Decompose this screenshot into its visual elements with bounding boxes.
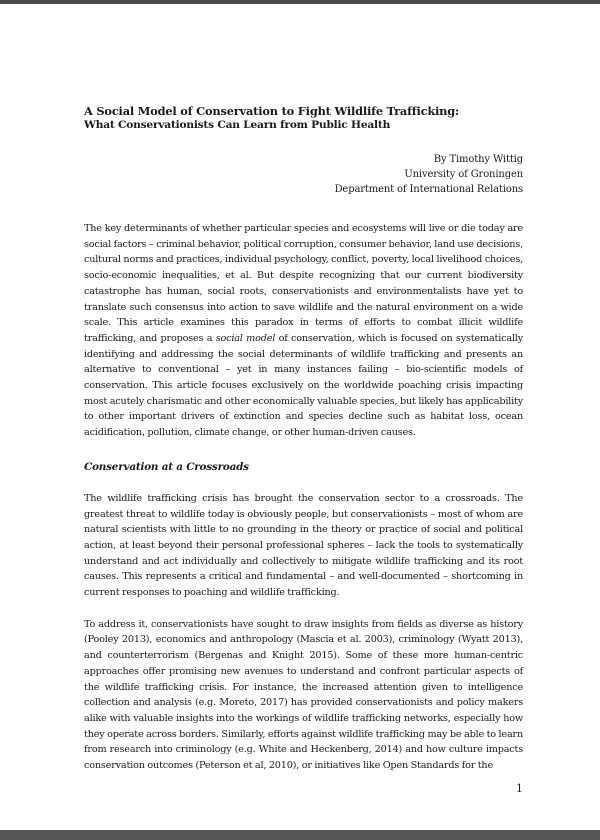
body-paragraph-2: To address it, conservationists have sought to draw insights from fields as diverse as history (Pooley 2013), economics and anthropology (Mascia et al. 2003), criminology (Wyatt 2013), and counterterrorism (Bergenas and Knight 2015). Some of these more human-centric approaches offer promising new avenues to understand and confront particular aspects of the wildlife trafficking crisis. For instance, the increased attention given to intelligence collection and analysis (e.g. Moreto, 2017) has provided conservationists and policy makers alike with valuable insights into the workings of wildlife trafficking networks, especially how they operate across borders. Similarly, efforts against wildlife trafficking may be able to learn from research into criminology (e.g. White and Heckenberg, 2014) and how culture impacts conservation outcomes (Peterson et al, 2010), or initiatives like Open Standards for the (84, 618, 523, 772)
body-paragraph-1: The wildlife trafficking crisis has brought the conservation sector to a crossroads. The greatest threat to wildlife today is obviously people, but conservationists – most of whom are natural scientists with little to no grounding in the theory or practice of social and political action, at least beyond their personal professional spheres – lack the tools to systematically understand and act individually and collectively to mitigate wildlife trafficking and its root causes. This represents a critical and fundamental – and well-documented – shortcoming in current responses to poaching and wildlife trafficking. (84, 492, 523, 599)
document-subtitle: What Conservationists Can Learn from Public Health (84, 119, 391, 131)
document-page (0, 4, 600, 830)
abstract-paragraph (84, 221, 523, 441)
viewer-background-strip (0, 830, 600, 840)
author-name: By Timothy Wittig (433, 154, 523, 165)
abstract-text-part2: of conservation, which is focused on systematically identifying and addressing the social determinants of wildlife trafficking and presents an alternative to conventional – yet in many instances failing – bio-scientific models of conservation. This article focuses exclusively on the worldwide poaching crisis impacting most acutely charismatic and other economically valuable species, but likely has applicability to other important drivers of extinction and species decline such as habitat loss, ocean acidification, pollution, climate change, or other human-driven causes. (84, 332, 523, 439)
section-heading: Conservation at a Crossroads (84, 460, 249, 473)
author-block (84, 152, 523, 197)
author-affiliation: University of Groningen (404, 169, 523, 180)
document-title: A Social Model of Conservation to Fight Wildlife Trafficking: (84, 104, 460, 118)
abstract-emphasis: social model (215, 332, 276, 344)
page-number: 1 (516, 782, 523, 795)
author-department: Department of International Relations (334, 184, 523, 195)
abstract-text-part1: The key determinants of whether particular species and ecosystems will live or die today are social factors – criminal behavior, political corruption, consumer behavior, land use decisions, cultural norms and practices, individual psychology, conflict, poverty, local livelihood choices, socio-economic inequalities, et al. But despite recognizing that our current biodiversity catastrophe has human, social roots, conservationists and environmentalists have yet to translate such consensus into action to save wildlife and the natural environment on a wide scale. This article examines this paradox in terms of efforts to combat illicit wildlife trafficking, and proposes a (84, 223, 523, 344)
